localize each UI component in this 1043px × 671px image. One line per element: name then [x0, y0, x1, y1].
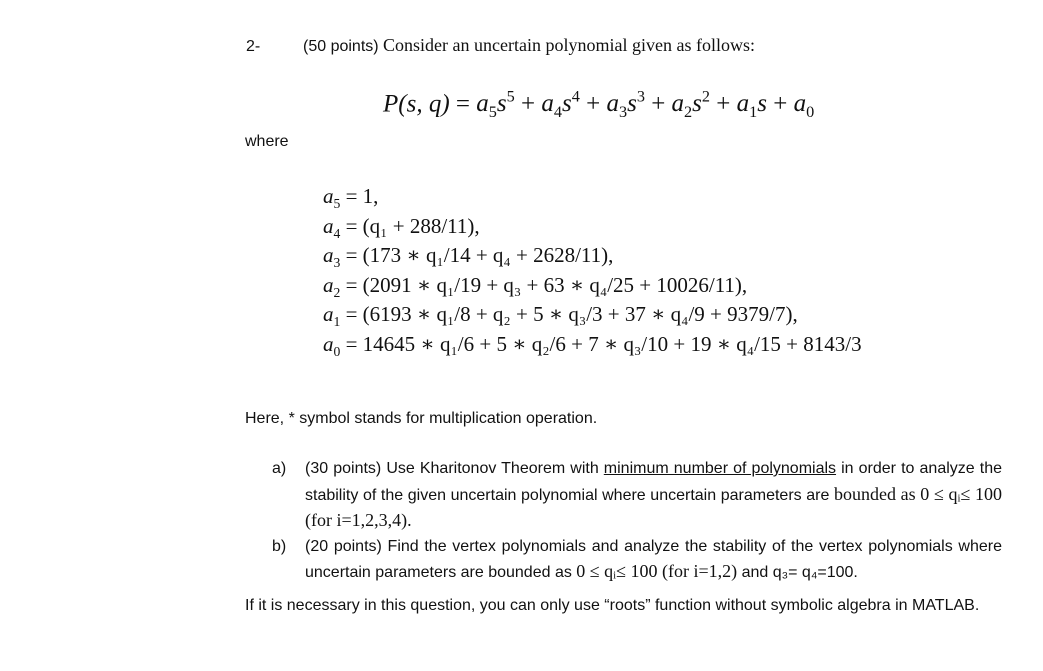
question-parts	[272, 457, 1002, 586]
poly-term-3: $a_3s^3$	[606, 88, 645, 122]
coefficient-a4: $a_4 = (q_1 + 288/11)$,	[323, 213, 480, 241]
matlab-note: If it is necessary in this question, you can only use “roots” function without symbolic algebra in MATLAB.	[245, 597, 980, 614]
coefficient-a2: $a_2 = (2091$ ∗ q₁/19 + q₃ + 63 ∗ q₄/25 + 10026/11),	[323, 272, 748, 300]
poly-term-2: $a_2s^2$	[671, 88, 711, 122]
underlined-phrase: minimum number of polynomials	[603, 460, 837, 477]
multiplication-note: Here, * symbol stands for multiplication operation.	[245, 410, 598, 427]
poly-term-4: $a_4s^4$	[541, 88, 580, 122]
poly-term-1: $a_1s$	[736, 90, 767, 122]
part-b-label: b)	[272, 537, 287, 555]
coefficient-a0: $a_0 = 14645$ ∗ q₁/6 + 5 ∗ q₂/6 + 7 ∗ q₃/10 + 19 ∗ q₄/15 + 8143/3	[323, 331, 862, 359]
coefficient-a3: $a_3 = (173$ ∗ q₁/14 + q₄ + 2628/11),	[323, 243, 614, 271]
question-number: 2-	[246, 38, 261, 55]
poly-term-5: $a_5s^5$	[476, 88, 515, 122]
page-margin	[0, 0, 174, 671]
question-points: (50 points)	[303, 38, 379, 55]
part-a-bound: bounded as 0 ≤ qᵢ≤ 100 (for i=1,2,3,4).	[305, 483, 1002, 530]
polynomial-lhs: P(s, q)	[383, 90, 450, 118]
part-b: b) (20 points) Find the vertex polynomials and analyze the stability of the vertex polynomials where uncertain parameters are bounded as 0 ≤ qᵢ≤ 100 (for i=1,2) and q₃= q₄=100.	[272, 535, 1002, 586]
part-b-bound: 0 ≤ qᵢ≤ 100 (for i=1,2)	[576, 561, 738, 581]
question-header	[303, 35, 755, 56]
coefficient-a1: $a_1 = (6193$ ∗ q₁/8 + q₂ + 5 ∗ q₃/3 + 37 ∗ q₄/9 + 9379/7),	[323, 302, 798, 330]
question-intro: Consider an uncertain polynomial given as follows:	[383, 35, 755, 55]
where-label: where	[245, 133, 289, 150]
coefficient-equations	[323, 182, 862, 359]
poly-term-0: $a_0$	[793, 90, 815, 122]
part-a: a) (30 points) Use Kharitonov Theorem with minimum number of polynomials in order to analyze the stability of the given uncertain polynomial where uncertain parameters are bounded as 0 ≤ qᵢ≤ 100 (for i=1,2,3,4).	[272, 457, 1002, 535]
polynomial-equation: P(s, $q) = a_5s^5 + a_4s^4 + a_3s^3 + a_2s^2 + a_1s + a_0$	[383, 88, 815, 122]
coefficient-a5: $a_5 = 1$,	[323, 184, 379, 212]
part-a-label: a)	[272, 460, 287, 477]
